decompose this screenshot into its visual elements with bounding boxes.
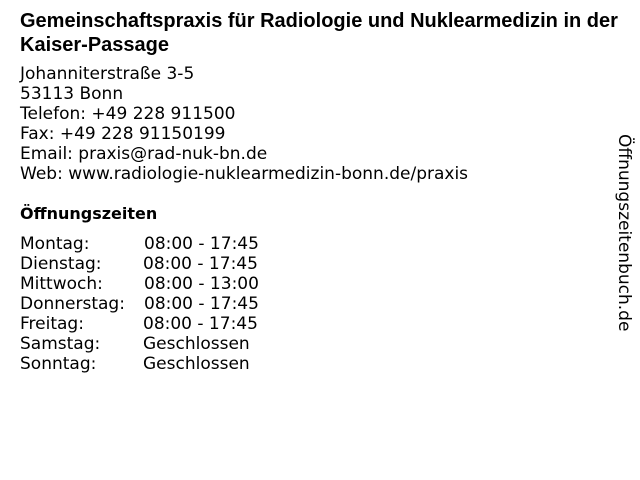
time-value: 08:00 - 13:00 [144,274,259,294]
day-label: Sonntag: [20,354,97,374]
fax-number: Fax: +49 228 91150199 [20,124,226,144]
day-label: Dienstag: [20,254,102,274]
time-value: 08:00 - 17:45 [143,254,258,274]
hours-row-wednesday [20,274,320,294]
opening-hours-heading: Öffnungszeiten [20,204,158,223]
day-label: Donnerstag: [20,294,125,314]
hours-row-monday [20,234,320,254]
day-label: Mittwoch: [20,274,103,294]
contact-details [20,64,468,184]
day-label: Samstag: [20,334,101,354]
site-watermark: Öffnungszeitenbuch.de [614,134,634,332]
day-label: Montag: [20,234,90,254]
time-value: Geschlossen [143,354,250,374]
hours-row-thursday [20,294,320,314]
hours-row-saturday [20,334,320,354]
phone-number: Telefon: +49 228 911500 [20,104,236,124]
website-address: Web: www.radiologie-nuklearmedizin-bonn.de/praxis [20,164,469,184]
time-value: 08:00 - 17:45 [144,234,259,254]
hours-row-sunday [20,354,320,374]
hours-row-tuesday [20,254,320,274]
email-address: Email: praxis@rad-nuk-bn.de [20,144,268,164]
time-value: 08:00 - 17:45 [144,294,259,314]
time-value: Geschlossen [143,334,250,354]
hours-row-friday [20,314,320,334]
opening-hours-table [20,234,320,374]
street-address: Johanniterstraße 3-5 [20,64,195,84]
postal-city: 53113 Bonn [20,84,124,104]
day-label: Freitag: [20,314,84,334]
practice-title: Gemeinschaftspraxis für Radiologie und Nuklearmedizin in der Kaiser-Passage [20,10,618,56]
time-value: 08:00 - 17:45 [143,314,258,334]
